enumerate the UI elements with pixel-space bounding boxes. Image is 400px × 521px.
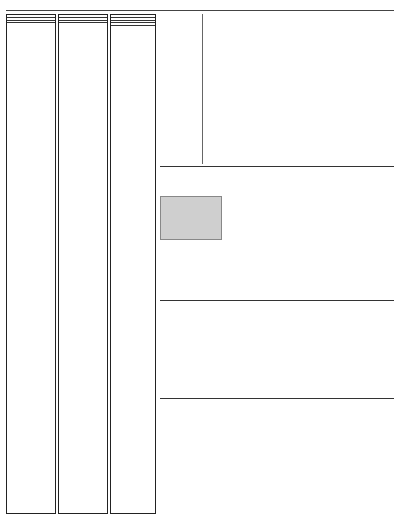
- lead-story-body: [206, 44, 394, 164]
- sidebar-top: [160, 14, 200, 74]
- classifieds-column-2: [58, 14, 108, 514]
- sidebar-mid: [352, 168, 394, 238]
- story-photo: [160, 196, 222, 240]
- page-folio: [6, 3, 394, 11]
- classifieds-column-1: [6, 14, 56, 514]
- story-two-body: [225, 196, 348, 240]
- classifieds-column-3: [110, 14, 156, 514]
- story-four-body: [160, 418, 394, 514]
- story-three-body: [160, 322, 394, 392]
